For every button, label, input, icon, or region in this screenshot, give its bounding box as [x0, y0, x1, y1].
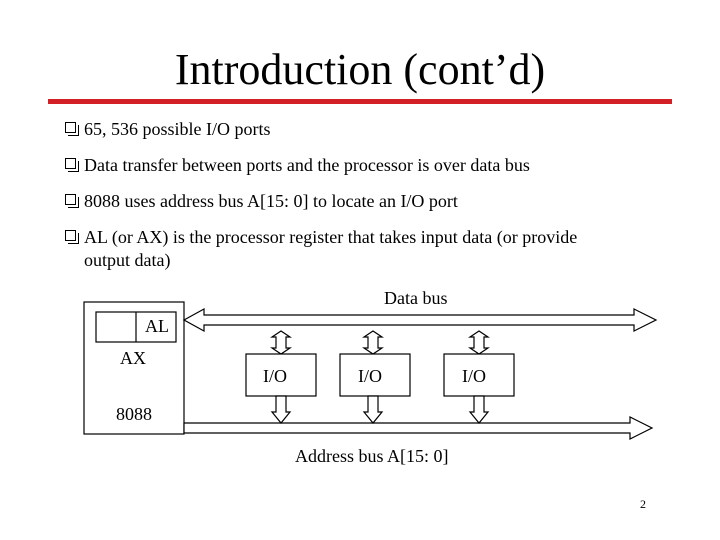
bullet-text: Data transfer between ports and the processor is over data bus — [84, 155, 530, 175]
bidirectional-arrow-icon — [364, 331, 382, 354]
up-arrow-icon — [364, 396, 382, 423]
bidirectional-arrow-icon — [272, 331, 290, 354]
address-bus-arrow — [184, 417, 652, 439]
slide-title: Introduction (cont’d) — [174, 45, 546, 94]
io-port-label: I/O — [358, 366, 382, 386]
data-bus-arrow — [184, 309, 656, 331]
bullet-text: 65, 536 possible I/O ports — [84, 119, 271, 139]
up-arrow-icon — [272, 396, 290, 423]
bullet-text: AL (or AX) is the processor register that takes input data (or provide — [84, 227, 578, 247]
address-bus-label: Address bus A[15: 0] — [295, 446, 449, 466]
bullet-text-continued: output data) — [84, 250, 171, 270]
io-port-label: I/O — [263, 366, 287, 386]
ax-register-label: AX — [120, 348, 146, 368]
up-arrow-icon — [470, 396, 488, 423]
page-number: 2 — [640, 497, 646, 511]
processor-label: 8088 — [116, 404, 152, 424]
bullet-text: 8088 uses address bus A[15: 0] to locate an I/O port — [84, 191, 458, 211]
data-bus-label: Data bus — [384, 288, 448, 308]
bidirectional-arrow-icon — [470, 331, 488, 354]
io-port-label: I/O — [462, 366, 486, 386]
al-register-label: AL — [145, 316, 169, 336]
